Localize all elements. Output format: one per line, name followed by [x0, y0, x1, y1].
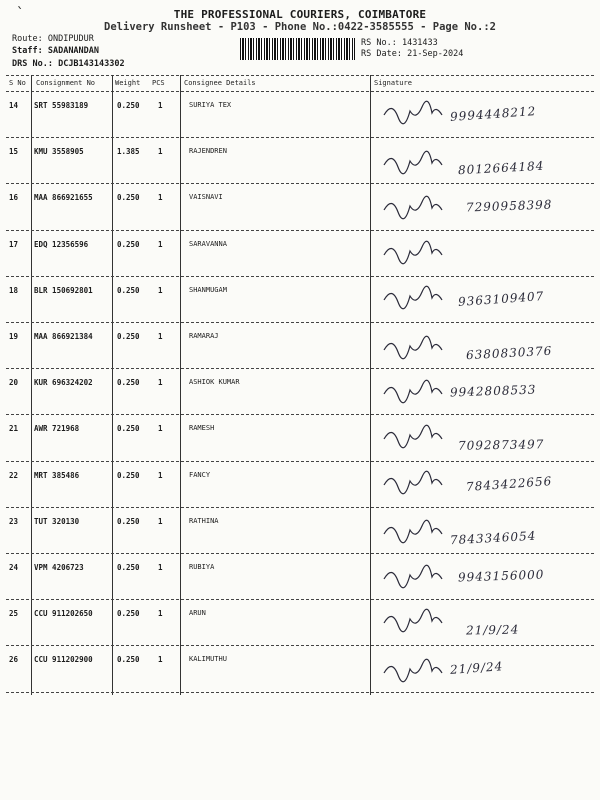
table-row	[0, 513, 600, 559]
row-pcs: 1	[158, 147, 163, 157]
row-weight: 0.250	[117, 193, 140, 203]
row-pcs: 1	[158, 470, 163, 480]
signature-phone-text: 9363109407	[457, 288, 545, 309]
row-consignee: FANCY	[189, 470, 211, 479]
row-sno: 21	[9, 424, 19, 434]
table-row	[0, 651, 600, 697]
row-consignment-no: BLR 150692801	[34, 285, 93, 295]
row-consignee: RATHINA	[189, 516, 219, 525]
table-row	[0, 236, 600, 282]
signature-phone-text: 9943156000	[457, 567, 545, 585]
runsheet-subtitle: Delivery Runsheet - P103 - Phone No.:0422-3585555 - Page No.:2	[104, 21, 496, 33]
handwritten-signature	[380, 328, 590, 368]
row-divider	[6, 230, 594, 231]
row-divider	[6, 276, 594, 277]
row-sno: 18	[9, 285, 19, 295]
signature-stroke	[384, 101, 442, 124]
row-consignee: SHANMUGAM	[189, 285, 227, 294]
row-consignment-no: VPM 4206723	[34, 563, 84, 572]
row-weight: 1.385	[117, 147, 140, 157]
row-weight: 0.250	[117, 470, 140, 480]
handwritten-signature	[380, 559, 590, 599]
row-consignee: RAMESH	[189, 424, 215, 433]
row-sno: 17	[9, 239, 19, 249]
row-pcs: 1	[158, 332, 163, 341]
row-sno: 25	[9, 609, 19, 619]
row-divider	[6, 137, 594, 138]
handwritten-signature	[380, 605, 590, 645]
table-row	[0, 328, 600, 374]
row-consignment-no: AWR 721968	[34, 424, 80, 434]
row-divider	[6, 368, 594, 369]
row-weight: 0.250	[117, 101, 140, 110]
col-pcs: PCS	[152, 79, 165, 87]
row-divider	[6, 645, 594, 646]
handwritten-signature	[380, 467, 590, 507]
handwritten-signature	[380, 97, 590, 137]
row-weight: 0.250	[117, 609, 140, 619]
table-row	[0, 605, 600, 651]
row-sno: 26	[9, 655, 19, 665]
route-line: Route: ONDIPUDUR	[12, 34, 94, 44]
col-signature: Signature	[374, 79, 412, 87]
row-pcs: 1	[158, 516, 163, 526]
company-title: THE PROFESSIONAL COURIERS, COIMBATORE	[173, 8, 427, 21]
table-row	[0, 282, 600, 328]
row-consignment-no: MAA 866921655	[34, 193, 93, 203]
signature-stroke	[384, 380, 442, 403]
stray-mark: `	[16, 6, 25, 22]
signature-phone-text: 9994448212	[449, 104, 537, 124]
row-consignment-no: CCU 911202650	[34, 609, 93, 619]
row-consignee: KALIMUTHU	[189, 655, 227, 664]
table-row	[0, 374, 600, 420]
row-weight: 0.250	[117, 285, 140, 295]
row-consignee: ARUN	[189, 609, 206, 618]
row-sno: 24	[9, 563, 19, 572]
row-weight: 0.250	[117, 516, 140, 526]
row-sno: 14	[9, 101, 19, 110]
row-consignee: RAMARAJ	[189, 332, 219, 340]
signature-stroke	[384, 565, 442, 588]
signature-phone-text: 7092873497	[457, 437, 545, 454]
handwritten-signature	[380, 420, 590, 460]
handwritten-signature	[380, 282, 590, 322]
row-pcs: 1	[158, 239, 163, 249]
row-pcs: 1	[158, 609, 163, 619]
signature-stroke	[384, 241, 442, 264]
row-divider	[6, 414, 594, 415]
row-pcs: 1	[158, 193, 163, 203]
barcode	[240, 38, 355, 60]
drs-line: DRS No.: DCJB143143302	[12, 59, 125, 69]
row-divider	[6, 692, 594, 693]
row-pcs: 1	[158, 655, 163, 665]
signature-stroke	[384, 286, 442, 309]
row-consignment-no: SRT 55983189	[34, 101, 89, 110]
handwritten-signature	[380, 651, 590, 691]
row-pcs: 1	[158, 563, 163, 572]
signature-stroke	[384, 151, 442, 174]
row-divider	[6, 553, 594, 554]
signature-phone-text: 9942808533	[449, 382, 537, 400]
signature-phone-text: 8012664184	[457, 158, 545, 178]
row-consignment-no: TUT 320130	[34, 516, 80, 526]
row-consignee: ASHIOK KUMAR	[189, 378, 240, 387]
handwritten-signature	[380, 189, 590, 229]
row-consignee: VAISNAVI	[189, 193, 223, 202]
row-divider	[6, 599, 594, 600]
table-row	[0, 559, 600, 605]
signature-phone-text: 7843346054	[449, 528, 537, 548]
table-row	[0, 97, 600, 143]
row-sno: 22	[9, 470, 19, 480]
table-row	[0, 143, 600, 189]
row-divider	[6, 461, 594, 462]
signature-phone-text: 7843422656	[465, 473, 553, 494]
row-sno: 19	[9, 332, 19, 341]
row-sno: 16	[9, 193, 19, 203]
row-pcs: 1	[158, 101, 163, 110]
handwritten-signature	[380, 374, 590, 414]
staff-line: Staff: SADANANDAN	[12, 46, 100, 56]
signature-phone-text: 6380830376	[465, 343, 553, 363]
table-row	[0, 420, 600, 466]
signature-stroke	[384, 520, 442, 543]
col-consignee: Consignee Details	[184, 79, 256, 87]
signature-phone-text: 21/9/24	[449, 659, 504, 678]
row-sno: 20	[9, 378, 19, 388]
row-sno: 15	[9, 147, 19, 157]
signature-stroke	[384, 660, 442, 683]
row-pcs: 1	[158, 424, 163, 434]
row-weight: 0.250	[117, 332, 140, 341]
col-consignment: Consignment No	[36, 79, 96, 87]
row-weight: 0.250	[117, 424, 140, 434]
table-top-rule	[6, 75, 594, 76]
row-weight: 0.250	[117, 239, 140, 249]
signature-stroke	[384, 197, 442, 220]
row-pcs: 1	[158, 378, 163, 388]
row-consignee: RAJENDREN	[189, 147, 227, 156]
rs-no-line: RS No.: 1431433	[361, 38, 438, 48]
handwritten-signature	[380, 513, 590, 553]
row-weight: 0.250	[117, 563, 140, 572]
col-weight: Weight	[115, 79, 141, 87]
handwritten-signature	[380, 143, 590, 183]
row-sno: 23	[9, 516, 19, 526]
row-weight: 0.250	[117, 378, 140, 388]
signature-phone-text: 21/9/24	[465, 622, 520, 638]
row-weight: 0.250	[117, 655, 140, 665]
table-row	[0, 467, 600, 513]
row-divider	[6, 507, 594, 508]
row-consignment-no: CCU 911202900	[34, 655, 93, 665]
row-consignment-no: EDQ 12356596	[34, 239, 89, 249]
signature-stroke	[384, 336, 442, 359]
row-divider	[6, 183, 594, 184]
signature-stroke	[384, 609, 442, 632]
signature-stroke	[384, 426, 442, 449]
row-consignee: SURIYA TEX	[189, 101, 232, 109]
row-divider	[6, 322, 594, 323]
row-consignee: RUBIYA	[189, 563, 215, 571]
table-header-rule	[6, 91, 594, 92]
col-sno: S No	[9, 79, 26, 87]
rs-date-line: RS Date: 21-Sep-2024	[361, 49, 464, 59]
signature-stroke	[384, 471, 442, 494]
row-consignment-no: MRT 385486	[34, 470, 80, 480]
row-pcs: 1	[158, 285, 163, 295]
row-consignment-no: KUR 696324202	[34, 378, 93, 388]
row-consignee: SARAVANNA	[189, 239, 227, 248]
row-consignment-no: KMU 3558905	[34, 147, 84, 157]
table-row	[0, 189, 600, 235]
signature-phone-text: 7290958398	[465, 197, 553, 215]
handwritten-signature	[380, 236, 590, 276]
row-consignment-no: MAA 866921384	[34, 332, 93, 341]
